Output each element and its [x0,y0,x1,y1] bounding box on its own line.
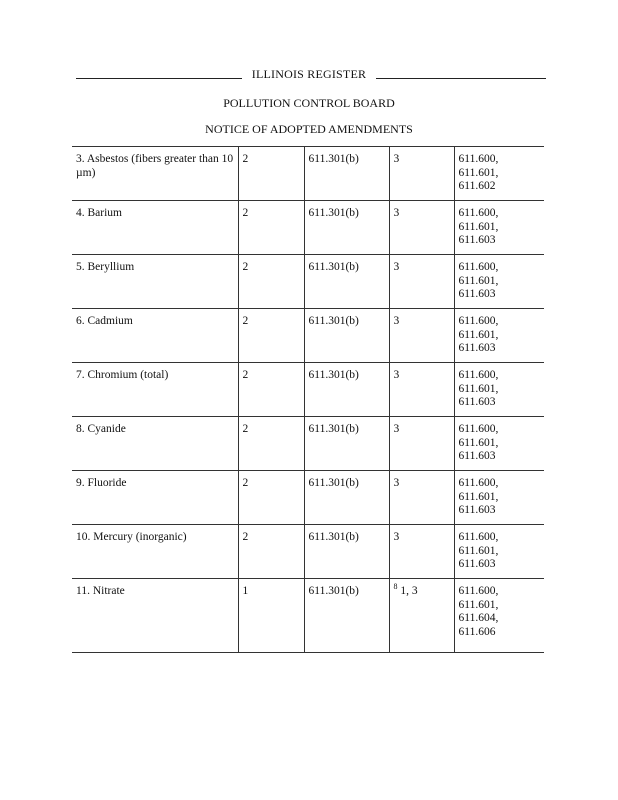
section-cell: 611.301(b) [304,147,389,201]
col2-cell: 1 [238,579,304,653]
table-row [72,147,544,201]
col4-value: 1, 3 [397,585,418,597]
reference-line: 611.600, [458,207,499,219]
col4-cell: 3 [389,201,454,255]
reference-line: 611.600, [458,153,499,165]
reference-line: 611.603 [458,504,496,516]
section-cell: 611.301(b) [304,525,389,579]
reference-line: 611.600, [458,531,499,543]
contaminant-cell: 5. Beryllium [72,255,238,309]
table-row [72,363,544,417]
section-cell: 611.301(b) [304,255,389,309]
contaminant-cell: 10. Mercury (inorganic) [72,525,238,579]
table-row [72,201,544,255]
section-cell: 611.301(b) [304,471,389,525]
section-cell: 611.301(b) [304,363,389,417]
reference-cell [454,201,544,255]
col2-cell: 2 [238,471,304,525]
reference-cell [454,255,544,309]
section-cell: 611.301(b) [304,417,389,471]
reference-line: 611.600, [458,477,499,489]
reference-line: 611.603 [458,450,496,462]
contaminant-cell: 6. Cadmium [72,309,238,363]
col4-cell: 3 [389,309,454,363]
section-cell: 611.301(b) [304,309,389,363]
reference-line: 611.600, [458,369,499,381]
reference-cell [454,309,544,363]
reference-line: 611.601, [458,382,499,395]
col2-cell: 2 [238,147,304,201]
reference-line: 611.601, [458,220,499,233]
col4-cell: 3 [389,417,454,471]
reference-line: 611.603 [458,396,496,408]
col2-cell: 2 [238,309,304,363]
col4-cell: 3 [389,147,454,201]
col4-cell: 3 [389,363,454,417]
reference-line: 611.601, [458,166,499,179]
reference-cell [454,363,544,417]
reference-line: 611.603 [458,558,496,570]
table-row [72,579,544,653]
reference-cell [454,147,544,201]
section-cell: 611.301(b) [304,579,389,653]
col4-cell: 3 [389,255,454,309]
reference-line: 611.601, [458,598,499,611]
reference-line: 611.601, [458,544,499,557]
reference-line: 611.601, [458,436,499,449]
contaminant-cell: 8. Cyanide [72,417,238,471]
reference-line: 611.603 [458,342,496,354]
reference-line: 611.600, [458,585,499,597]
col2-cell: 2 [238,525,304,579]
notice-title: NOTICE OF ADOPTED AMENDMENTS [205,122,413,136]
table-row [72,417,544,471]
reference-line: 611.600, [458,423,499,435]
reference-line: 611.600, [458,315,499,327]
col4-cell [389,579,454,653]
table-row [72,309,544,363]
contaminant-cell: 11. Nitrate [72,579,238,653]
contaminant-cell: 7. Chromium (total) [72,363,238,417]
col4-cell: 3 [389,525,454,579]
col2-cell: 2 [238,417,304,471]
contaminant-cell: 4. Barium [72,201,238,255]
col4-cell: 3 [389,471,454,525]
col2-cell: 2 [238,363,304,417]
reference-line: 611.601, [458,490,499,503]
reference-line: 611.601, [458,274,499,287]
reference-line: 611.604, [458,612,499,624]
section-cell: 611.301(b) [304,201,389,255]
register-title: ILLINOIS REGISTER [0,67,618,82]
reference-line: 611.602 [458,180,496,192]
board-name: POLLUTION CONTROL BOARD [223,96,395,110]
contaminant-cell: 9. Fluoride [72,471,238,525]
reference-cell [454,417,544,471]
reference-line: 611.603 [458,288,496,300]
reference-cell [454,579,544,653]
reference-cell [454,525,544,579]
reference-cell [454,471,544,525]
col2-cell: 2 [238,201,304,255]
contaminant-cell: 3. Asbestos (fibers greater than 10 µm) [72,147,238,201]
reference-line: 611.603 [458,234,496,246]
table-row [72,525,544,579]
contaminant-table [72,146,544,653]
footnote-marker: 8 [393,582,398,592]
table-row [72,471,544,525]
col2-cell: 2 [238,255,304,309]
reference-line: 611.606 [458,625,496,638]
reference-line: 611.601, [458,328,499,341]
reference-line: 611.600, [458,261,499,273]
table-row [72,255,544,309]
